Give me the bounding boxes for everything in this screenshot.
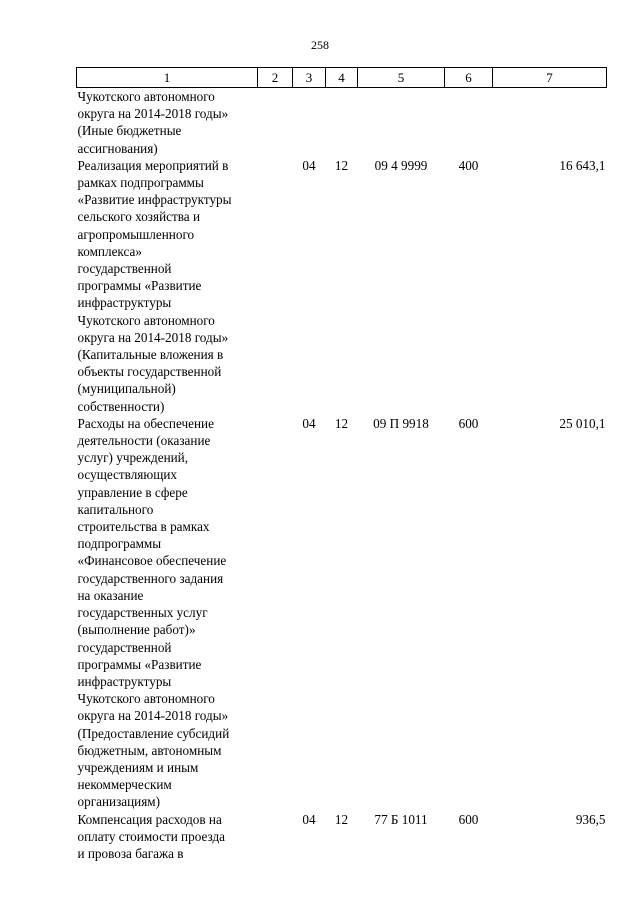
cell-expense-type <box>445 88 493 157</box>
table-row <box>77 157 607 415</box>
cell-amount: 936,5 <box>575 811 606 827</box>
header-col-5: 5 <box>358 68 445 88</box>
cell-name <box>77 811 258 863</box>
cell-name <box>77 157 258 415</box>
name-line: подпрограммы <box>77 536 162 552</box>
name-line: и провоза багажа в <box>77 845 184 861</box>
cell-subsection: 12 <box>334 157 349 173</box>
name-line: Чукотского автономного <box>77 89 215 104</box>
cell-amount <box>493 88 607 157</box>
page-number: 258 <box>311 38 329 52</box>
cell-target-article <box>358 88 445 157</box>
name-line: рамках подпрограммы <box>77 175 204 191</box>
name-line: ассигнования) <box>77 140 158 156</box>
header-col-6: 6 <box>445 68 493 88</box>
name-line: управление в сфере <box>77 484 188 500</box>
cell-subsection: 12 <box>334 415 349 431</box>
cell-amount: 16 643,1 <box>559 157 606 173</box>
name-line: Чукотского автономного <box>77 691 215 707</box>
cell-name <box>77 415 258 811</box>
header-col-2: 2 <box>258 68 293 88</box>
cell-col-2 <box>258 88 293 157</box>
table-row <box>77 415 607 811</box>
name-line: округа на 2014-2018 годы» <box>77 329 229 345</box>
header-col-1: 1 <box>77 68 258 88</box>
header-col-4: 4 <box>326 68 358 88</box>
header-col-3: 3 <box>293 68 326 88</box>
cell-col-2 <box>258 415 293 811</box>
name-line: деятельности (оказание <box>77 433 211 449</box>
name-line: сельского хозяйства и <box>77 209 201 225</box>
name-line: Чукотского автономного <box>77 312 215 328</box>
name-line: (выполнение работ)» <box>77 622 196 638</box>
name-line: (муниципальной) <box>77 381 176 397</box>
name-line: агропромышленного <box>77 226 195 242</box>
table-row <box>77 811 607 863</box>
budget-table <box>76 67 607 862</box>
name-line: оплату стоимости проезда <box>77 828 226 844</box>
name-line: (Капитальные вложения в <box>77 347 224 363</box>
name-line: государственной <box>77 261 172 277</box>
name-line: программы «Развитие <box>77 278 202 294</box>
name-line: программы «Развитие <box>77 656 202 672</box>
cell-subsection: 12 <box>334 811 349 827</box>
cell-col-2 <box>258 811 293 863</box>
cell-target-article: 09 4 9999 <box>374 157 428 173</box>
name-line: Реализация мероприятий в <box>77 157 229 173</box>
name-line: Расходы на обеспечение <box>77 415 214 431</box>
name-line: Компенсация расходов на <box>77 811 222 827</box>
cell-name <box>77 88 258 157</box>
table-body <box>77 88 607 863</box>
cell-section: 04 <box>302 157 316 173</box>
name-line: некоммерческим <box>77 777 172 793</box>
cell-expense-type: 400 <box>458 157 479 173</box>
name-line: собственности) <box>77 398 165 414</box>
name-line: на оказание <box>77 587 144 603</box>
cell-target-article: 77 Б 1011 <box>374 811 428 827</box>
name-line: (Иные бюджетные <box>77 123 182 139</box>
name-line: объекты государственной <box>77 364 222 380</box>
header-col-7: 7 <box>493 68 607 88</box>
name-line: строительства в рамках <box>77 519 210 535</box>
name-line: инфраструктуры <box>77 295 172 311</box>
cell-col-2 <box>258 157 293 415</box>
name-line: государственных услуг <box>77 605 208 621</box>
name-line: (Предоставление субсидий <box>77 725 230 741</box>
cell-subsection <box>326 88 358 157</box>
name-line: осуществляющих <box>77 467 178 483</box>
table-row <box>77 88 607 157</box>
cell-section: 04 <box>302 415 316 431</box>
table-header <box>77 68 607 88</box>
cell-section: 04 <box>302 811 316 827</box>
cell-section <box>293 88 326 157</box>
name-line: услуг) учреждений, <box>77 450 189 466</box>
header-row <box>77 68 607 88</box>
name-line: организациям) <box>77 794 161 810</box>
name-line: капитального <box>77 501 154 517</box>
name-line: государственной <box>77 639 172 655</box>
name-line: «Финансовое обеспечение <box>77 553 227 569</box>
name-line: государственного задания <box>77 570 224 586</box>
name-line: округа на 2014-2018 годы» <box>77 106 229 122</box>
name-line: бюджетным, автономным <box>77 742 222 758</box>
name-line: «Развитие инфраструктуры <box>77 192 232 208</box>
name-line: учреждениям и иным <box>77 759 199 775</box>
cell-amount: 25 010,1 <box>559 415 606 431</box>
cell-target-article: 09 П 9918 <box>373 415 429 431</box>
name-line: инфраструктуры <box>77 673 172 689</box>
cell-expense-type: 600 <box>458 415 479 431</box>
cell-expense-type: 600 <box>458 811 479 827</box>
name-line: комплекса» <box>77 243 142 259</box>
name-line: округа на 2014-2018 годы» <box>77 708 229 724</box>
